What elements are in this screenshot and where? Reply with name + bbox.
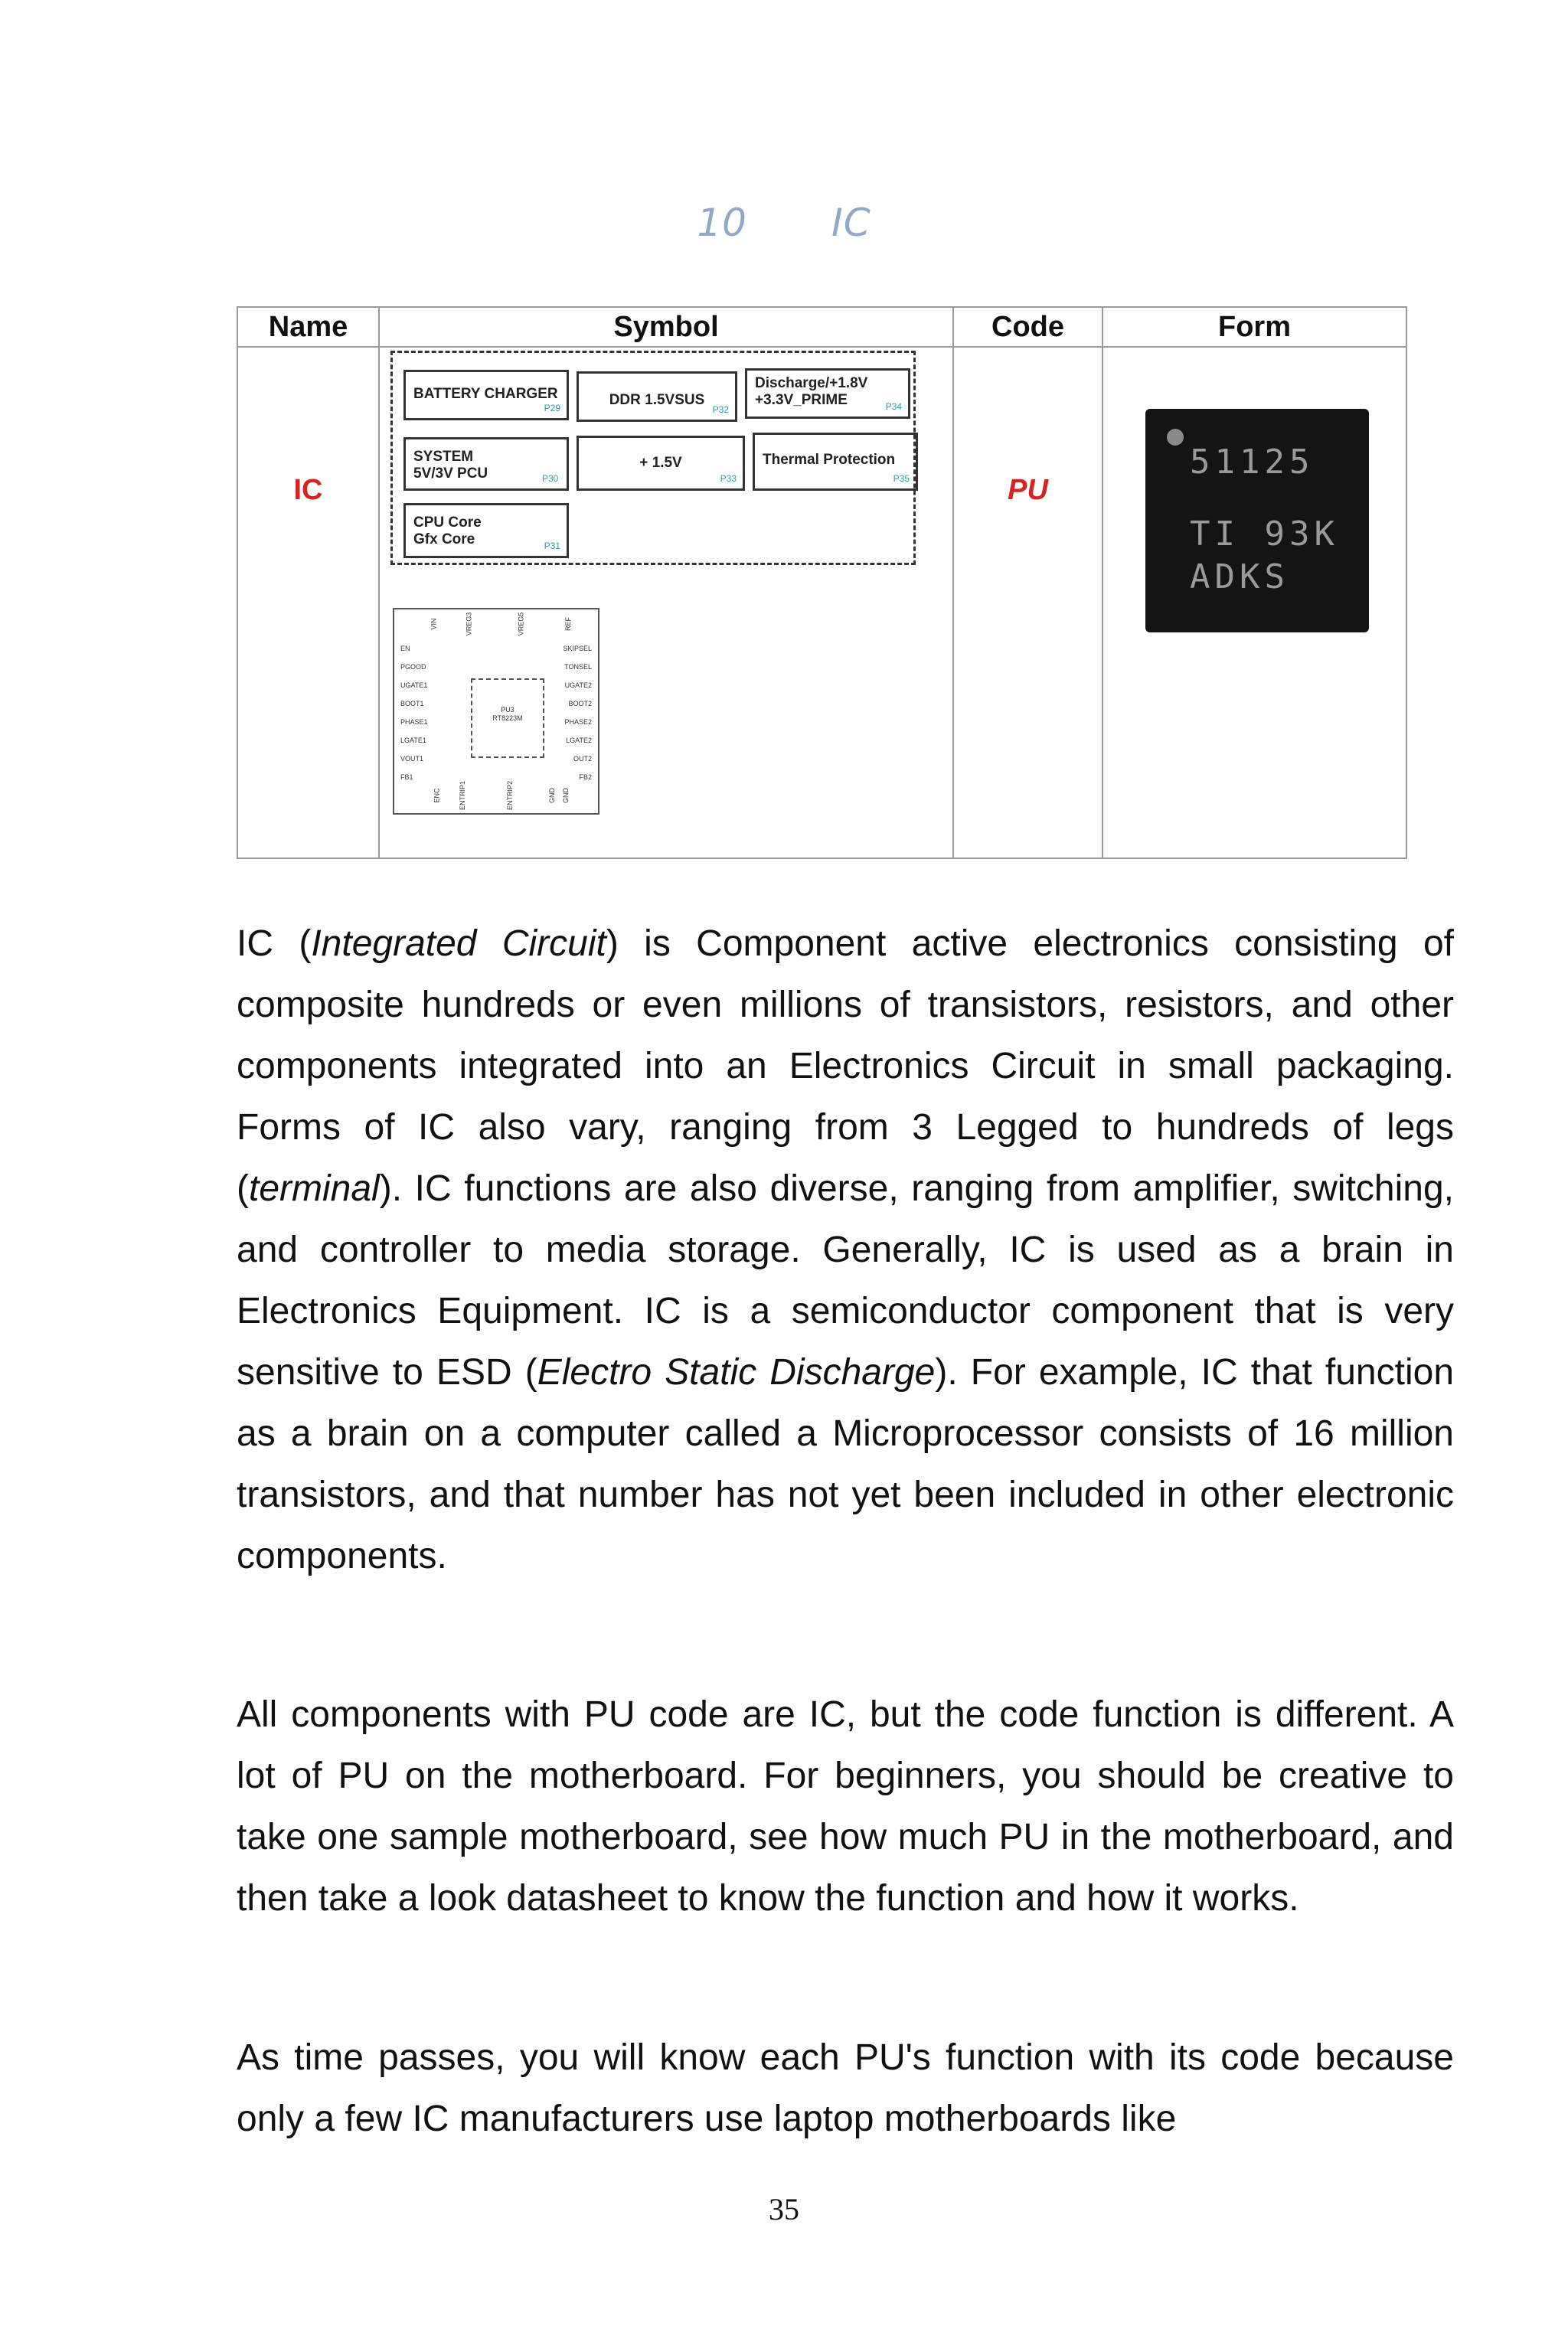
cell-form <box>1102 347 1406 858</box>
text-run: ) is Component active electronics consisting of composite hundreds or even millions of transistors, resistors, and other components integrated into an Electronics Circuit in small packaging. Forms of IC also vary, ranging from 3 Legged to hundreds of legs ( <box>237 923 1454 1209</box>
block-page: P32 <box>712 404 729 415</box>
page-number: 35 <box>769 2192 799 2226</box>
section-title: IC <box>831 201 871 245</box>
block-label: + 1.5V <box>639 455 682 471</box>
block-1v5 <box>577 436 745 491</box>
block-page: P34 <box>885 401 902 412</box>
cell-symbol <box>379 347 953 858</box>
block-label: SYSTEM <box>413 449 474 465</box>
pin-left: PGOOD <box>400 663 426 671</box>
block-label: DDR 1.5VSUS <box>609 392 705 408</box>
pin-bottom: ENTRIP1 <box>459 780 467 811</box>
pin1-dot-icon <box>1167 429 1184 446</box>
pin-left: VOUT1 <box>400 755 424 763</box>
pin-right: UGATE2 <box>564 681 592 689</box>
paragraph-pu-code: All components with PU code are IC, but the code function is different. A lot of PU on the motherboard. For beginners, you should be creative to take one sample motherboard, see how much PU in the motherboard, and then take a look datasheet to know the function and how it works. <box>237 1694 1454 1919</box>
pin-left: BOOT1 <box>400 700 424 707</box>
chip-ref: PU3 <box>501 706 514 714</box>
block-label-2: +3.3V_PRIME <box>755 392 848 408</box>
block-label-2: Gfx Core <box>413 531 475 547</box>
block-discharge <box>745 368 910 419</box>
pin-left: LGATE1 <box>400 737 426 744</box>
block-diagram <box>390 351 916 565</box>
pin-right: SKIPSEL <box>563 645 592 652</box>
paragraph-ic-definition <box>237 913 1454 1587</box>
block-page: P30 <box>542 473 559 484</box>
text-italic: Integrated Circuit <box>311 923 606 964</box>
block-battery-charger <box>403 370 569 420</box>
pin-top: VREG5 <box>517 612 525 636</box>
pin-right: LGATE2 <box>566 737 592 744</box>
pin-right: BOOT2 <box>568 700 592 707</box>
chip-part: RT8223M <box>492 714 523 722</box>
chip-marking-line: TI 93K <box>1190 514 1339 554</box>
block-thermal <box>753 433 918 491</box>
pin-top: VREG3 <box>465 612 473 636</box>
block-label: CPU Core <box>413 514 482 531</box>
pin-top: VIN <box>430 618 438 630</box>
block-page: P31 <box>544 541 560 551</box>
text-italic: terminal <box>248 1168 380 1209</box>
cell-name <box>237 347 379 858</box>
block-system <box>403 437 569 491</box>
table-header-row <box>237 307 1406 347</box>
chip-marking-line: 51125 <box>1190 443 1315 482</box>
header-name: Name <box>237 307 379 347</box>
pin-right: TONSEL <box>564 663 592 671</box>
component-table <box>237 306 1407 859</box>
paragraph-pu-function: As time passes, you will know each PU's function with its code because only a few IC manufacturers use laptop motherboards like <box>237 2037 1454 2139</box>
pin-bottom: GND <box>562 788 570 803</box>
pin-left: FB1 <box>400 773 413 781</box>
section-number: 10 <box>697 201 747 245</box>
pin-right: OUT2 <box>573 755 592 763</box>
text-run: ). For example, IC that function as a brain on a computer called a Microprocessor consists of 16 million transistors, and that number has not yet been included in other electronic components. <box>237 1352 1455 1576</box>
chip-marking-line: ADKS <box>1190 557 1289 596</box>
pin-left: UGATE1 <box>400 681 428 689</box>
component-code: PU <box>1008 474 1048 506</box>
header-symbol: Symbol <box>379 307 953 347</box>
block-page: P33 <box>720 473 737 484</box>
pin-left: EN <box>400 645 410 652</box>
header-form: Form <box>1102 307 1406 347</box>
block-cpu-core <box>403 503 569 558</box>
text-run: IC ( <box>237 923 312 964</box>
pin-left: PHASE1 <box>400 718 428 726</box>
block-label-2: 5V/3V PCU <box>413 466 488 482</box>
pin-bottom: ENTRIP2 <box>506 780 514 811</box>
chip-photo <box>1145 409 1369 632</box>
section-heading <box>0 201 1568 245</box>
pin-top: REF <box>564 617 572 631</box>
block-label: BATTERY CHARGER <box>413 386 558 402</box>
block-ddr <box>577 371 737 422</box>
pin-bottom: GND <box>548 788 556 803</box>
pin-right: FB2 <box>579 773 592 781</box>
block-label: Discharge/+1.8V <box>755 375 868 391</box>
text-run: ). IC functions are also diverse, ranging from amplifier, switching, and controller to media storage. Generally, IC is used as a brain in Electronics Equipment. IC is a semiconductor component that is very sensitive to ESD ( <box>237 1168 1454 1393</box>
pin-diagram <box>393 608 599 815</box>
block-page: P35 <box>893 473 910 484</box>
cell-code <box>953 347 1102 858</box>
chip-outline <box>471 678 544 758</box>
text-italic: Electro Static Discharge <box>537 1352 936 1393</box>
header-code: Code <box>953 307 1102 347</box>
block-label: Thermal Protection <box>763 452 896 468</box>
pin-bottom: ENC <box>433 788 441 803</box>
component-name: IC <box>293 474 323 506</box>
block-page: P29 <box>544 403 560 413</box>
table-row <box>237 347 1406 858</box>
pin-right: PHASE2 <box>564 718 592 726</box>
